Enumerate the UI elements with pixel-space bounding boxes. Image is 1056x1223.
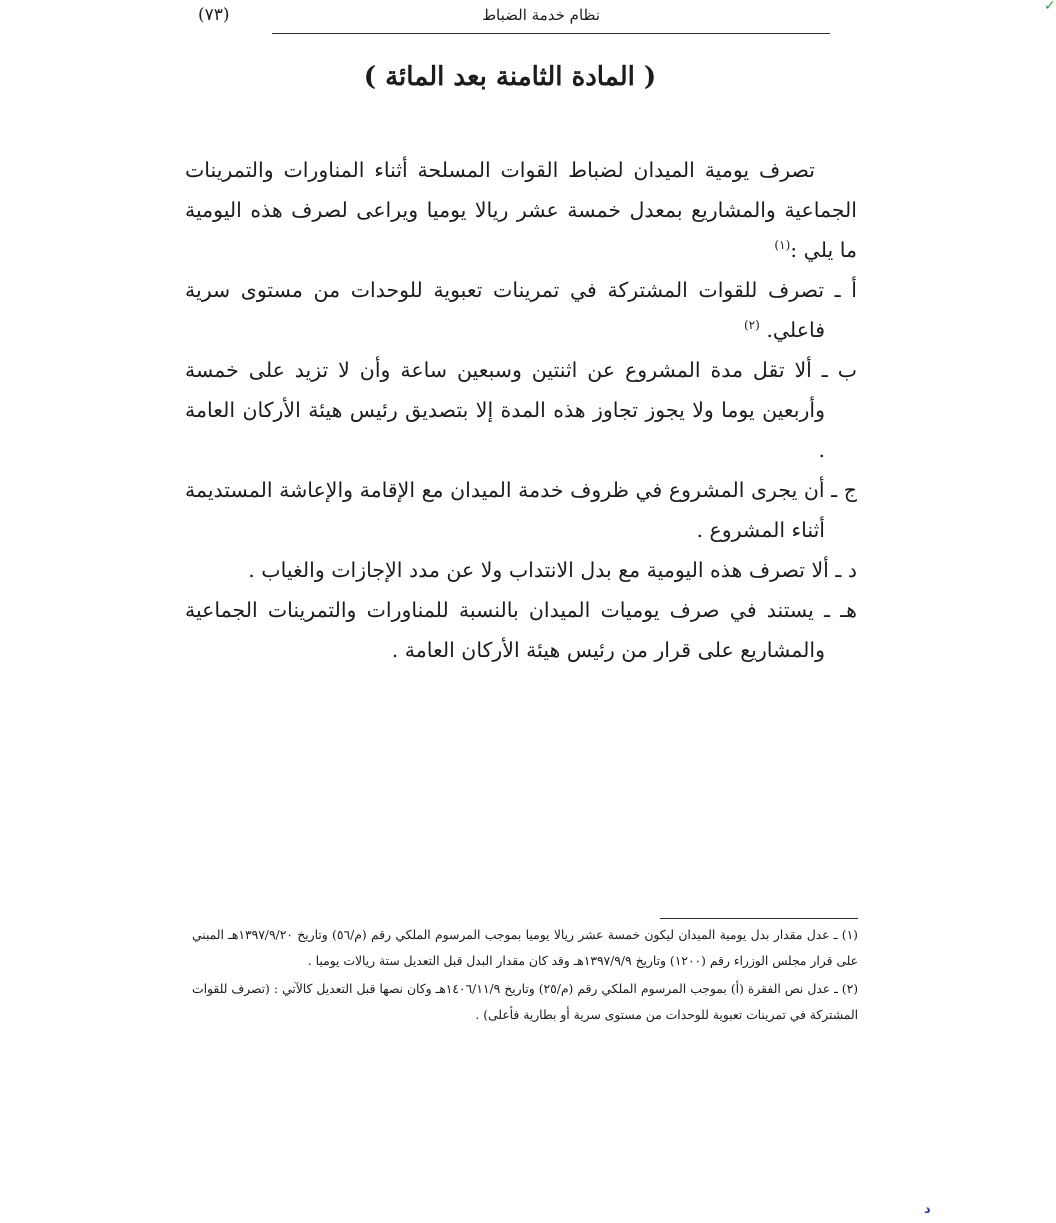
footnote: (١) ـ عدل مقدار بدل يومية الميدان ليكون خمسة عشر ريالا يوميا بموجب المرسوم الملكي رقم (م/٥٦) وتاريخ ١٣٩٧/٩/٢٠هـ المبني على قرار مجلس الوزراء رقم (١٢٠٠) وتاريخ ١٣٩٧/٩/٩هـ وقد كان مقدار البدل قبل التعديل ستة ريالات يوميا . xyxy=(192,928,858,968)
footnote-ref: (٢) xyxy=(743,318,760,333)
list-item xyxy=(185,350,857,470)
list-item-text: د ـ ألا تصرف هذه اليومية مع بدل الانتداب ولا عن مدد الإجازات والغياب . xyxy=(248,558,857,582)
list-item-text: ج ـ أن يجرى المشروع في ظروف خدمة الميدان مع الإقامة والإعاشة المستديمة أثناء المشروع . xyxy=(185,478,857,542)
article-intro-text: تصرف يومية الميدان لضباط القوات المسلحة أثناء المناورات والتمرينات الجماعية والمشاريع بمعدل خمسة عشر ريالا يوميا ويراعى لصرف هذه اليومية ما يلي : xyxy=(185,158,857,262)
list-item xyxy=(185,550,857,590)
page-header xyxy=(190,2,830,30)
corner-mark: د xyxy=(924,1202,931,1217)
list-item xyxy=(185,590,857,670)
list-item xyxy=(185,470,857,550)
footnote: (٢) ـ عدل نص الفقرة (أ) بموجب المرسوم الملكي رقم (م/٢٥) وتاريخ ١٤٠٦/١١/٩هـ وكان نصها قبل التعديل كالآتي : (تصرف للقوات المشتركة في تمرينات تعبوية للوحدات من مستوى سرية أو بطارية فأعلى) . xyxy=(192,982,858,1022)
running-title: نظام خدمة الضباط xyxy=(482,6,600,24)
list-item xyxy=(185,270,857,350)
article-title: ( المادة الثامنة بعد المائة ) xyxy=(363,62,657,92)
check-mark-icon: ✓ xyxy=(1044,0,1056,14)
footnote-ref: (١) xyxy=(774,238,791,253)
page-number: (٧٣) xyxy=(198,5,230,25)
article-body xyxy=(185,150,857,670)
footnote-divider xyxy=(660,918,858,919)
list-item-text: ب ـ ألا تقل مدة المشروع عن اثنتين وسبعين ساعة وأن لا تزيد على خمسة وأربعين يوما ولا يجوز تجاوز هذه المدة إلا بتصديق رئيس هيئة الأركان العامة . xyxy=(185,358,857,462)
footnotes xyxy=(192,922,858,1030)
article-intro xyxy=(185,150,857,270)
list-item-text: أ ـ تصرف للقوات المشتركة في تمرينات تعبوية للوحدات من مستوى سرية فاعلي. xyxy=(185,278,857,342)
header-divider xyxy=(272,33,830,34)
list-item-text: هـ ـ يستند في صرف يوميات الميدان بالنسبة للمناورات والتمرينات الجماعية والمشاريع على قرار من رئيس هيئة الأركان العامة . xyxy=(185,598,857,662)
